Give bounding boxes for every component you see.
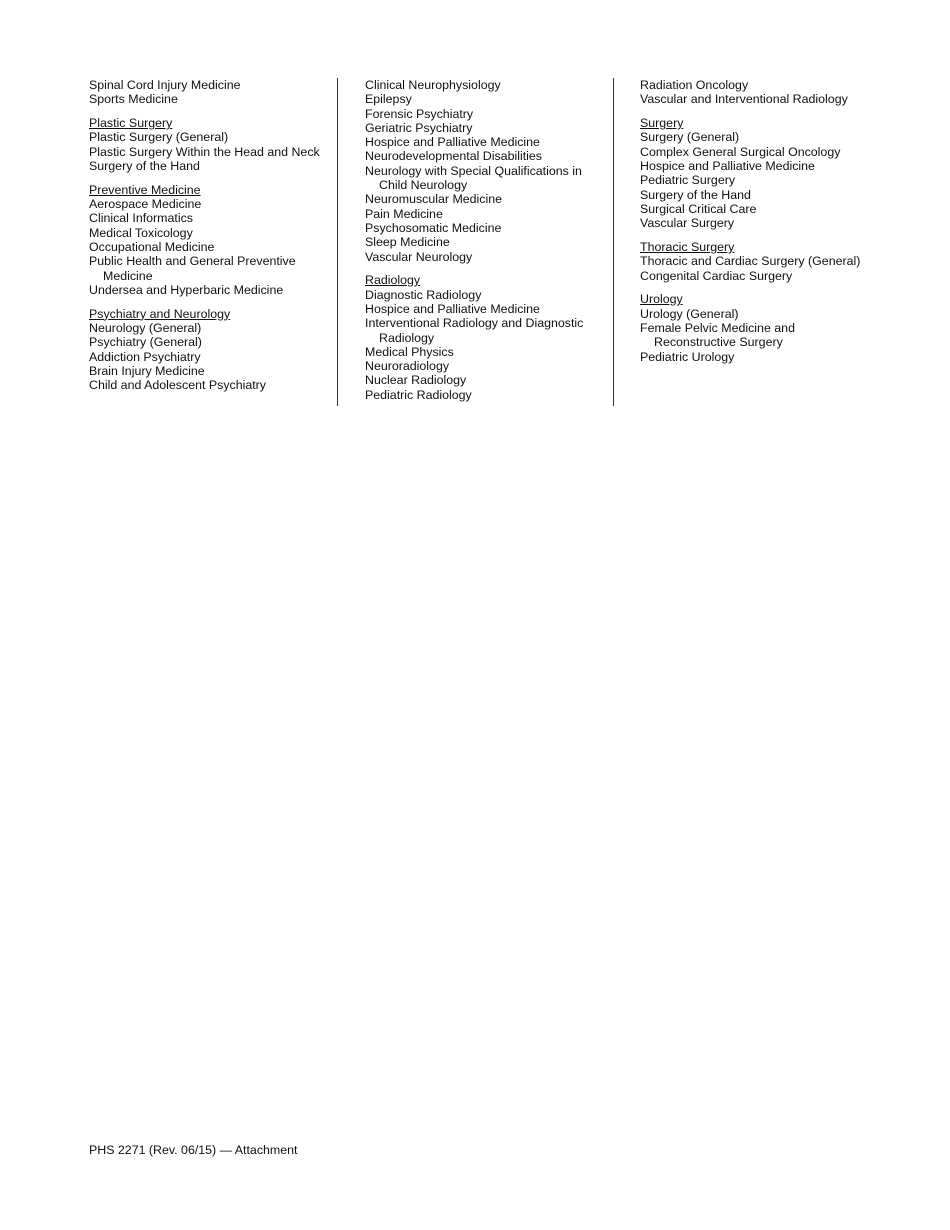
specialty-group	[640, 78, 870, 107]
column-divider	[613, 78, 614, 406]
specialty-item: Urology (General)	[640, 306, 739, 321]
specialty-item: Hospice and Palliative Medicine	[365, 301, 540, 316]
specialty-item: Psychosomatic Medicine	[365, 220, 502, 235]
specialty-item: Spinal Cord Injury Medicine	[89, 78, 241, 92]
specialty-item: Neuroradiology	[365, 359, 450, 374]
specialty-item: Brain Injury Medicine	[89, 363, 205, 378]
specialty-heading: Thoracic Surgery	[640, 239, 735, 254]
specialty-heading: Urology	[640, 292, 683, 307]
specialty-item: Geriatric Psychiatry	[365, 120, 473, 135]
specialty-item: Surgery of the Hand	[640, 187, 751, 202]
specialty-heading: Preventive Medicine	[89, 182, 201, 197]
specialty-group	[89, 307, 329, 393]
specialty-item: Thoracic and Cardiac Surgery (General)	[640, 254, 861, 269]
specialty-group	[89, 116, 329, 173]
specialty-item: Forensic Psychiatry	[365, 106, 474, 121]
specialty-group	[89, 183, 329, 297]
specialty-item: Diagnostic Radiology	[365, 287, 482, 302]
specialty-item: Radiation Oncology	[640, 78, 749, 92]
column-3	[640, 78, 870, 364]
specialty-item: Vascular and Interventional Radiology	[640, 92, 848, 107]
specialty-heading: Psychiatry and Neurology	[89, 306, 231, 321]
specialty-item: Pediatric Surgery	[640, 173, 736, 188]
specialty-item: Nuclear Radiology	[365, 373, 467, 388]
specialty-item: Pediatric Urology	[640, 349, 735, 364]
specialty-item: Surgical Critical Care	[640, 201, 757, 216]
specialty-item: Pain Medicine	[365, 206, 443, 221]
column-2	[365, 78, 605, 402]
specialty-item: Hospice and Palliative Medicine	[365, 135, 540, 150]
specialty-item: Complex General Surgical Oncology	[640, 144, 841, 159]
specialty-item: Plastic Surgery Within the Head and Neck	[89, 144, 320, 159]
specialty-group	[640, 292, 870, 363]
specialty-group	[89, 78, 329, 107]
specialty-item: Medical Physics	[365, 344, 454, 359]
specialty-item: Surgery of the Hand	[89, 158, 200, 173]
specialty-item: Psychiatry (General)	[89, 335, 202, 350]
specialty-item: Interventional Radiology and Diagnostic Radiology	[365, 316, 584, 345]
specialty-item: Surgery (General)	[640, 130, 740, 145]
specialty-item: Sleep Medicine	[365, 235, 450, 250]
specialty-item: Female Pelvic Medicine and Reconstructive Surgery	[640, 320, 795, 350]
specialty-group	[640, 116, 870, 230]
specialty-item: Hospice and Palliative Medicine	[640, 158, 815, 173]
specialty-item: Neuromuscular Medicine	[365, 192, 503, 207]
specialty-heading: Radiology	[365, 273, 421, 288]
specialty-item: Medical Toxicology	[89, 225, 193, 240]
specialty-item: Epilepsy	[365, 92, 412, 107]
specialty-item: Neurodevelopmental Disabilities	[365, 149, 543, 164]
specialty-item: Undersea and Hyperbaric Medicine	[89, 282, 284, 297]
specialty-heading: Plastic Surgery	[89, 116, 173, 131]
specialty-item: Clinical Informatics	[89, 211, 193, 226]
specialty-item: Clinical Neurophysiology	[365, 78, 501, 92]
specialty-item: Occupational Medicine	[89, 239, 215, 254]
specialty-item: Vascular Surgery	[640, 216, 735, 231]
specialty-item: Public Health and General Preventive Medicine	[89, 254, 296, 283]
specialty-item: Congenital Cardiac Surgery	[640, 268, 793, 283]
specialty-columns	[89, 78, 869, 406]
specialty-item: Child and Adolescent Psychiatry	[89, 378, 267, 393]
specialty-group	[365, 273, 605, 402]
specialty-item: Plastic Surgery (General)	[89, 130, 229, 145]
specialty-group	[365, 78, 605, 264]
specialty-item: Addiction Psychiatry	[89, 349, 201, 364]
specialty-item: Neurology with Special Qualifications in Child Neurology	[365, 163, 582, 193]
column-divider	[337, 78, 338, 406]
specialty-item: Neurology (General)	[89, 320, 202, 335]
specialty-item: Vascular Neurology	[365, 249, 473, 264]
page-footer: PHS 2271 (Rev. 06/15) — Attachment	[89, 1143, 298, 1157]
specialty-item: Sports Medicine	[89, 92, 178, 107]
specialty-heading: Surgery	[640, 116, 684, 131]
specialty-item: Aerospace Medicine	[89, 197, 202, 212]
specialty-group	[640, 240, 870, 283]
column-1	[89, 78, 329, 392]
specialty-item: Pediatric Radiology	[365, 387, 472, 402]
